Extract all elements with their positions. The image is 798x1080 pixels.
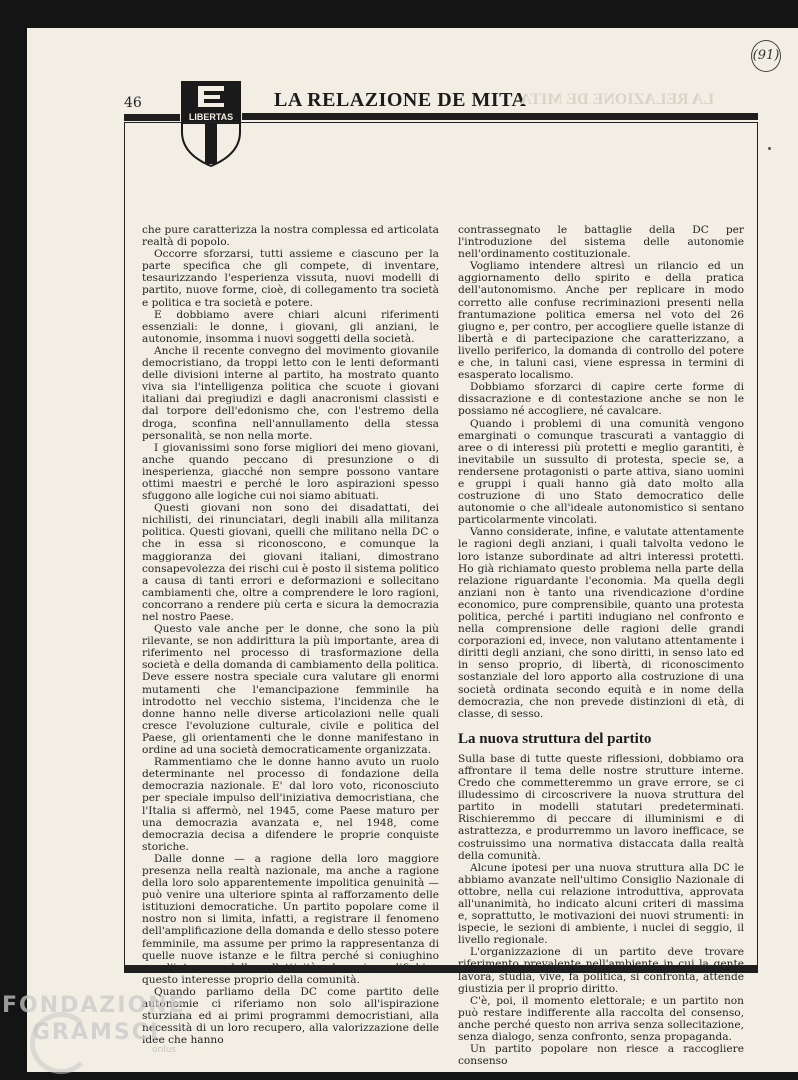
watermark-line1: FONDAZIONE (2, 993, 186, 1018)
paragraph: Questi giovani non sono dei disadattati, dei nichilisti, dei rinunciatari, degli inabili alla militanza politica. Questi giovani, quelli che militano nella DC o che in essa si riconoscono, e comunque la maggioranza dei giovani italiani, dimostrano consapevolezza dei rischi cui è posto il sistema politico a causa di tanti errori e deformazioni e sollecitano cambiamenti che, oltre a comprendere le loro ragioni, concorrano a rendere più certa e sicura la democrazia nel nostro Paese. (142, 502, 439, 623)
handwritten-page-mark: (91) (751, 40, 781, 72)
paragraph: contrassegnato le battaglie della DC per l'introduzione del sistema delle autonomie nell'ordinamento costituzionale. (458, 224, 744, 261)
paragraph: Sulla base di tutte queste riflessioni, dobbiamo ora affrontare il tema delle nostre strutture interne. Credo che commetteremmo un grave errore, se ci illudessimo di circoscrivere la nuova struttura del partito in modelli statutari predeterminati. Rischieremmo di peccare di illuminismi e di astrattezza, e produrremmo un lavoro inefficace, se costruissimo una normativa distaccata dalla realtà della comunità. (458, 752, 744, 862)
paragraph: che pure caratterizza la nostra complessa ed articolata realtà di popolo. (142, 224, 439, 249)
paragraph: Quando i problemi di una comunità vengono emarginati o comunque trascurati a vantaggio di aree o di interessi più protetti e meglio garantiti, è inevitabile un sussulto di protesta, specie se, a rendersene protagonisti o parte attiva, siano uomini e gruppi i quali hanno già dato molto alla costruzione di uno Stato democratico delle autonomie o che all'ideale autonomistico si sentano particolarmente vincolati. (458, 417, 744, 527)
paragraph: Quando parliamo della DC come partito delle autonomie ci riferiamo non solo all'ispirazione sturziana ed ai primi programmi democristiani, alla necessità di un loro recupero, alla valorizzazione delle idee che hanno (142, 985, 439, 1047)
section-heading: La nuova struttura del partito (458, 730, 652, 747)
paragraph: Vanno considerate, infine, e valutate attentamente le ragioni degli anziani, i quali talvolta vedono le loro istanze subordinate ad altri interessi protetti. Ho già richiamato questo problema nella parte della relazione riguardante l'economia. Ma quella degli anziani non è tanto una rivendicazione d'ordine economico, pure comprensibile, quanto una protesta politica, perché i partiti indugiano nel confronto e nella comprensione delle ragioni delle grandi corporazioni ed, invece, non valutano attentamente i diritti degli anziani, che sono diritti, in senso lato ed in senso proprio, di libertà, di riconoscimento sostanziale del loro apporto alla costruzione di una società ordinata secondo equità e in nome della democrazia, che non prevede distinzioni di età, di classe, di sesso. (458, 526, 744, 720)
paragraph: Anche il recente convegno del movimento giovanile democristiano, da troppi letto con le lenti deformanti delle divisioni interne al partito, ha mostrato quanto viva sia l'intelligenza politica che scuote i giovani italiani dai pregiudizi e dagli anacronismi classisti e dal torpore dell'edonismo che, con l'estremo della droga, sconfina nell'annullamento della stessa personalità, se non nella morte. (142, 344, 439, 442)
paragraph: Dobbiamo sforzarci di capire certe forme di dissacrazione e di contestazione anche se non le possiamo né accogliere, né cavalcare. (458, 381, 744, 418)
article-column-left (142, 224, 439, 1046)
watermark (2, 993, 186, 1055)
page-number: 46 (124, 95, 142, 111)
watermark-onlus: onlus (152, 1045, 177, 1055)
bleed-through-text: LA RELAZIONE DE MITA (520, 91, 714, 108)
paragraph: Alcune ipotesi per una nuova struttura alla DC le abbiamo avanzate nell'ultimo Consiglio Nazionale di ottobre, nella cui relazione introduttiva, approvata all'unanimità, ho indicato alcuni criteri di massima e, soprattutto, le motivazioni dei nuovi strumenti: in ispecie, le sezioni di ambiente, i nuclei di seggio, il livello regionale. (458, 861, 744, 947)
speck (768, 147, 771, 150)
watermark-line2: GRAMSCI (32, 1020, 161, 1045)
paragraph: C'è, poi, il momento elettorale; e un partito non può restare indifferente alla raccolta del consenso, anche perché questo non arriva senza sollecitazione, senza dialogo, senza confronto, senza propaganda. (458, 994, 744, 1043)
paragraph: L'organizzazione di un partito deve trovare riferimento prevalente nell'ambiente in cui la gente lavora, studia, vive, fa politica, si confronta, attende giustizia per il proprio diritto. (458, 946, 744, 995)
paragraph: I giovanissimi sono forse migliori dei meno giovani, anche quando peccano di presunzione o di inesperienza, giacché non sempre possono vantare ottimi maestri e perché le loro aspirazioni spesso sfuggono alle logiche cui noi siamo abituati. (142, 441, 439, 503)
header-rule-left (124, 114, 180, 121)
paragraph: Dalle donne — a ragione della loro maggiore presenza nella realtà nazionale, ma anche a ragione della loro solo apparentemente impolitica genuinità — può venire una ulteriore spinta al rafforzamento delle istituzioni democratiche. Un partito popolare come il nostro non si limita, infatti, a registrare il fenomeno dell'amplificazione della domanda e dello stesso potere femminile, ma assume per primo la rappresentanza di quelle nuove istanze e le filtra perché si coniughino con l'interesse della collettività ed, anzi, qualifichino questo interesse proprio della comunità. (142, 852, 439, 986)
paragraph: Vogliamo intendere altresì un rilancio ed un aggiornamento dello spirito e della pratica dell'autonomismo. Anche per replicare in modo corretto alle confuse recriminazioni presenti nella frantumazione politica emersa nel voto del 26 giugno e, per contro, per accogliere quelle istanze di libertà e di partecipazione che caratterizzano, a livello periferico, la domanda di controllo del potere e che, in taluni casi, viene espressa in termini di esasperato localismo. (458, 260, 744, 382)
paragraph: E dobbiamo avere chiari alcuni riferimenti essenziali: le donne, i giovani, gli anziani, le autonomie, insomma i nuovi soggetti della società. (142, 308, 439, 345)
page-title: LA RELAZIONE DE MITA (274, 89, 527, 111)
paragraph: Occorre sforzarsi, tutti assieme e ciascuno per la parte specifica che gli compete, di inventare, tesaurizzando l'esperienza vissuta, nuovi modelli di partito, nuove forme, cioè, di collegamento tra società e politica e tra società e potere. (142, 248, 439, 309)
article-column-right (458, 224, 744, 1067)
paragraph: Rammentiamo che le donne hanno avuto un ruolo determinante nel processo di fondazione della democrazia nazionale. E' dal loro voto, riconosciuto per speciale impulso dell'iniziativa democristiana, che l'Italia si affermò, nel 1945, come Paese maturo per una democrazia avanzata e, nel 1948, come democrazia decisa a difendere le proprie conquiste storiche. (142, 756, 439, 853)
logo-label: LIBERTAS (188, 112, 234, 122)
paragraph: Un partito popolare non riesce a raccogliere consenso (458, 1043, 744, 1068)
header-rule-right (242, 113, 758, 120)
paragraph: Questo vale anche per le donne, che sono la più rilevante, se non addirittura la più importante, area di riferimento nel processo di trasformazione della società e della domanda di cambiamento della politica. Deve essere nostra speciale cura valutare gli enormi mutamenti che l'emancipazione femminile ha introdotto nel vecchio sistema, l'incidenza che le donne hanno nelle diverse articolazioni nelle quali cresce l'evoluzione culturale, civile e politica del Paese, gli orientamenti che le donne manifestano in ordine ad una società democraticamente organizzata. (142, 623, 439, 757)
